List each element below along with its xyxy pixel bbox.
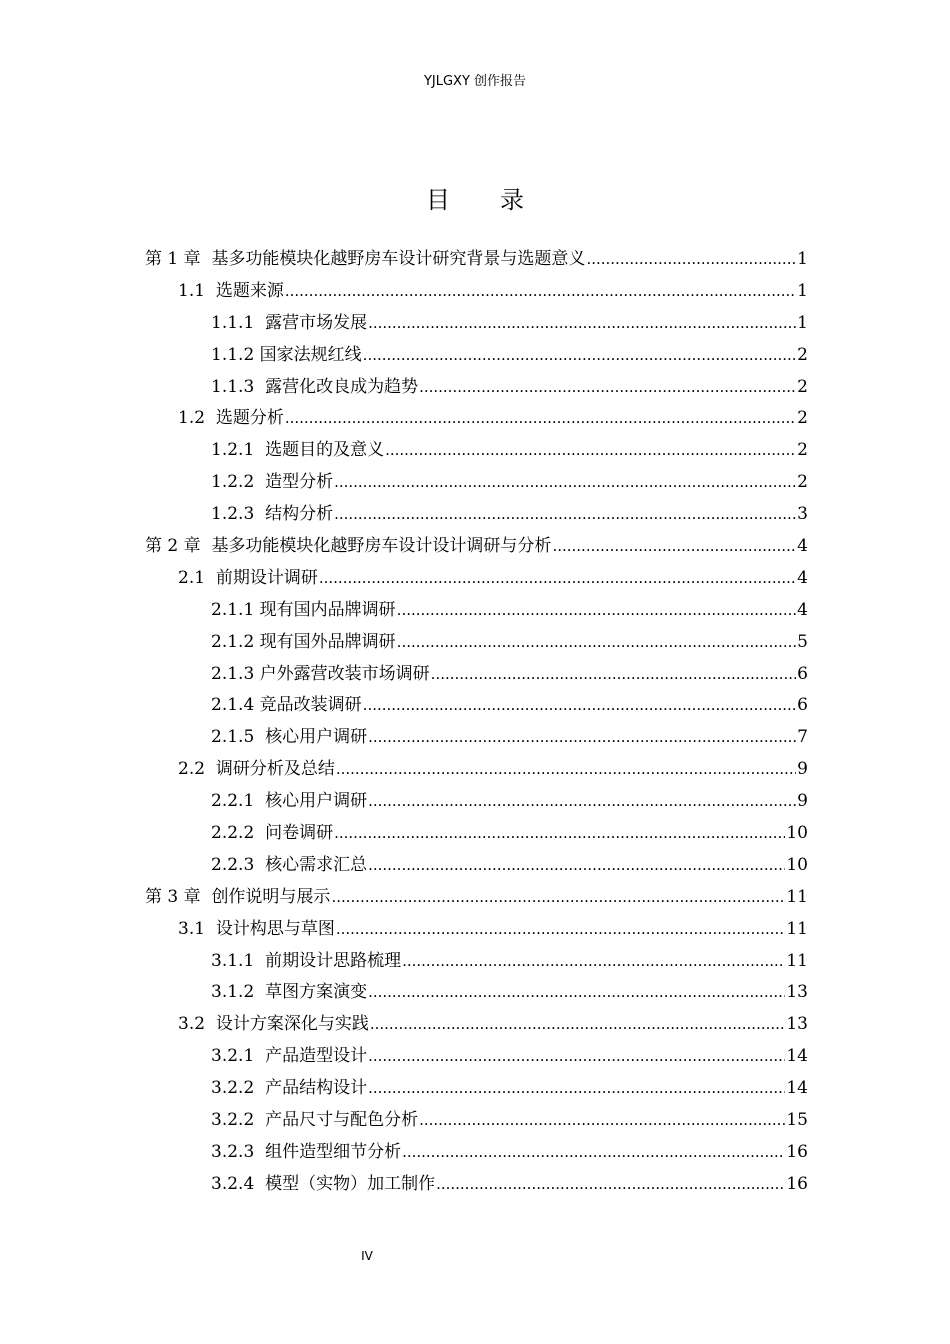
toc-entry[interactable] <box>145 467 808 499</box>
toc-entry-title: 产品尺寸与配色分析 <box>265 1110 419 1131</box>
toc-entry[interactable] <box>145 1041 808 1073</box>
toc-entry-title: 设计构思与草图 <box>215 918 335 939</box>
toc-entry-title: 选题目的及意义 <box>265 440 385 461</box>
toc-entry[interactable] <box>145 818 808 850</box>
toc-entry-number: 2.1 <box>178 567 206 588</box>
toc-entry-page: 13 <box>786 1014 808 1035</box>
toc-entry-page: 14 <box>786 1078 808 1099</box>
toc-entry-number: 第 2 章 <box>145 536 201 557</box>
toc-entry-title: 露营化改良成为趋势 <box>265 376 419 397</box>
toc-leader-dots <box>285 282 796 300</box>
toc-entry[interactable] <box>145 946 808 978</box>
page-header <box>0 70 950 89</box>
toc-entry-page: 4 <box>797 599 808 620</box>
toc-entry[interactable] <box>145 850 808 882</box>
toc-entry-page: 6 <box>797 695 808 716</box>
toc-entry-title: 核心需求汇总 <box>265 854 368 875</box>
toc-leader-dots <box>336 760 796 778</box>
toc-entry[interactable] <box>145 340 808 372</box>
toc-entry-page: 2 <box>797 408 808 429</box>
toc-entry-page: 9 <box>797 759 808 780</box>
toc-leader-dots <box>334 505 796 523</box>
toc-leader-dots <box>363 346 797 364</box>
toc-entry-page: 1 <box>797 249 808 269</box>
toc-entry-number: 第 1 章 <box>145 249 201 269</box>
toc-entry-page: 2 <box>797 440 808 461</box>
toc-entry-number: 3.1.2 <box>211 982 255 1003</box>
toc-entry[interactable] <box>145 308 808 340</box>
toc-entry[interactable] <box>145 1073 808 1105</box>
toc-entry[interactable] <box>145 499 808 531</box>
toc-entry-page: 5 <box>797 631 808 652</box>
toc-entry-page: 10 <box>786 854 808 875</box>
toc-entry-title: 调研分析及总结 <box>215 759 335 780</box>
page-footer <box>0 1249 950 1263</box>
toc-leader-dots <box>419 378 796 396</box>
toc-entry-number: 3.2.2 <box>211 1110 255 1131</box>
toc-entry[interactable] <box>145 1105 808 1137</box>
toc-entry-number: 2.1.4 <box>211 695 255 716</box>
toc-entry-page: 13 <box>786 982 808 1003</box>
toc-entry-number: 2.1.2 <box>211 631 255 652</box>
toc-entry-title: 问卷调研 <box>265 823 334 844</box>
toc-entry-title: 前期设计调研 <box>215 567 318 588</box>
toc-entry-page: 16 <box>786 1141 808 1162</box>
toc-title <box>0 180 950 215</box>
toc-entry-number: 1.1.1 <box>211 312 255 333</box>
toc-entry-number: 3.2.2 <box>211 1078 255 1099</box>
toc-entry-page: 16 <box>786 1173 808 1194</box>
toc-entry-page: 7 <box>797 727 808 748</box>
toc-leader-dots <box>368 983 785 1001</box>
toc-entry[interactable] <box>145 627 808 659</box>
toc-entry-number: 1.1.2 <box>211 344 255 365</box>
toc-leader-dots <box>285 409 796 427</box>
toc-entry-page: 4 <box>797 536 808 557</box>
toc-entry-page: 1 <box>797 280 808 301</box>
toc-entry-title: 前期设计思路梳理 <box>265 950 402 971</box>
toc-entry-number: 第 3 章 <box>145 886 201 907</box>
toc-entry-page: 1 <box>797 312 808 333</box>
toc-entry-title: 户外露营改装市场调研 <box>259 663 430 684</box>
toc-title-char-1: 目 <box>426 186 450 214</box>
toc-entry-title: 设计方案深化与实践 <box>215 1014 369 1035</box>
toc-entry-title: 现有国内品牌调研 <box>259 599 396 620</box>
toc-entry-title: 核心用户调研 <box>265 727 368 748</box>
toc-entry[interactable] <box>145 1009 808 1041</box>
toc-entry-number: 2.1.3 <box>211 663 255 684</box>
toc-entry-title: 模型（实物）加工制作 <box>265 1173 436 1194</box>
toc-entry[interactable] <box>145 977 808 1009</box>
toc-leader-dots <box>363 696 797 714</box>
toc-leader-dots <box>368 728 796 746</box>
toc-entry-title: 结构分析 <box>265 504 334 525</box>
toc-leader-dots <box>436 1175 785 1193</box>
toc-leader-dots <box>402 952 785 970</box>
toc-entry[interactable] <box>145 531 808 563</box>
toc-leader-dots <box>368 856 785 874</box>
toc-entry-title: 现有国外品牌调研 <box>259 631 396 652</box>
toc-entry-number: 2.2 <box>178 759 206 780</box>
toc-leader-dots <box>319 569 796 587</box>
toc-entry-title: 基多功能模块化越野房车设计设计调研与分析 <box>211 536 552 557</box>
toc-entry-number: 2.2.1 <box>211 791 255 812</box>
toc-entry-title: 组件造型细节分析 <box>265 1141 402 1162</box>
toc-entry-page: 9 <box>797 791 808 812</box>
toc-entry-number: 3.2.4 <box>211 1173 255 1194</box>
toc-entry-title: 选题分析 <box>215 408 284 429</box>
header-text: YJLGXY 创作报告 <box>423 74 527 89</box>
toc-entry-number: 3.2.3 <box>211 1141 255 1162</box>
toc-entry-page: 2 <box>797 472 808 493</box>
toc-entry[interactable] <box>145 372 808 404</box>
toc-entry-number: 1.1.3 <box>211 376 255 397</box>
table-of-contents <box>145 244 808 1201</box>
toc-entry-number: 3.2 <box>178 1014 206 1035</box>
toc-entry-page: 10 <box>786 823 808 844</box>
toc-leader-dots <box>552 537 796 555</box>
toc-entry-page: 2 <box>797 344 808 365</box>
toc-entry-title: 国家法规红线 <box>259 344 362 365</box>
toc-leader-dots <box>368 1079 785 1097</box>
toc-entry[interactable] <box>145 563 808 595</box>
toc-entry[interactable] <box>145 1169 808 1201</box>
toc-entry[interactable] <box>145 403 808 435</box>
toc-entry-title: 造型分析 <box>265 472 334 493</box>
toc-entry-number: 2.2.3 <box>211 854 255 875</box>
toc-leader-dots <box>334 473 796 491</box>
toc-entry-number: 1.2.3 <box>211 504 255 525</box>
toc-entry-page: 4 <box>797 567 808 588</box>
toc-entry[interactable] <box>145 244 808 276</box>
toc-entry[interactable] <box>145 786 808 818</box>
toc-leader-dots <box>334 824 785 842</box>
toc-entry-page: 11 <box>786 950 808 971</box>
toc-entry-number: 3.1 <box>178 918 206 939</box>
toc-entry-title: 产品造型设计 <box>265 1046 368 1067</box>
toc-entry-title: 创作说明与展示 <box>211 886 331 907</box>
toc-leader-dots <box>368 314 796 332</box>
toc-entry-number: 1.2.1 <box>211 440 255 461</box>
toc-entry-page: 15 <box>786 1110 808 1131</box>
toc-entry-page: 14 <box>786 1046 808 1067</box>
toc-leader-dots <box>586 250 796 268</box>
toc-leader-dots <box>419 1111 785 1129</box>
toc-entry[interactable] <box>145 435 808 467</box>
toc-entry-number: 1.2.2 <box>211 472 255 493</box>
toc-leader-dots <box>368 792 796 810</box>
toc-leader-dots <box>397 601 797 619</box>
toc-entry-page: 3 <box>797 504 808 525</box>
toc-entry[interactable] <box>145 914 808 946</box>
toc-entry-title: 选题来源 <box>215 280 284 301</box>
toc-entry-title: 产品结构设计 <box>265 1078 368 1099</box>
toc-entry-title: 露营市场发展 <box>265 312 368 333</box>
page-number: IV <box>361 1249 373 1263</box>
toc-entry-title: 竞品改装调研 <box>259 695 362 716</box>
toc-entry-number: 2.1.1 <box>211 599 255 620</box>
toc-leader-dots <box>368 1047 785 1065</box>
toc-entry[interactable] <box>145 659 808 691</box>
toc-leader-dots <box>431 665 797 683</box>
toc-entry-number: 2.1.5 <box>211 727 255 748</box>
toc-entry[interactable] <box>145 276 808 308</box>
toc-leader-dots <box>397 633 797 651</box>
toc-entry-title: 草图方案演变 <box>265 982 368 1003</box>
toc-entry[interactable] <box>145 722 808 754</box>
toc-leader-dots <box>336 920 786 938</box>
toc-entry-page: 6 <box>797 663 808 684</box>
toc-leader-dots <box>331 888 785 906</box>
toc-entry[interactable] <box>145 754 808 786</box>
toc-entry[interactable] <box>145 882 808 914</box>
toc-leader-dots <box>385 441 796 459</box>
toc-entry[interactable] <box>145 690 808 722</box>
toc-title-char-2: 录 <box>500 186 524 214</box>
toc-entry-number: 1.1 <box>178 280 206 301</box>
toc-entry-page: 2 <box>797 376 808 397</box>
toc-leader-dots <box>402 1143 785 1161</box>
toc-entry[interactable] <box>145 595 808 627</box>
toc-entry-page: 11 <box>786 918 808 939</box>
toc-entry-title: 核心用户调研 <box>265 791 368 812</box>
toc-entry-page: 11 <box>786 886 808 907</box>
toc-entry-title: 基多功能模块化越野房车设计研究背景与选题意义 <box>211 249 586 269</box>
toc-entry[interactable] <box>145 1137 808 1169</box>
toc-entry-number: 2.2.2 <box>211 823 255 844</box>
toc-leader-dots <box>370 1015 786 1033</box>
toc-entry-number: 3.2.1 <box>211 1046 255 1067</box>
toc-entry-number: 3.1.1 <box>211 950 255 971</box>
toc-entry-number: 1.2 <box>178 408 206 429</box>
